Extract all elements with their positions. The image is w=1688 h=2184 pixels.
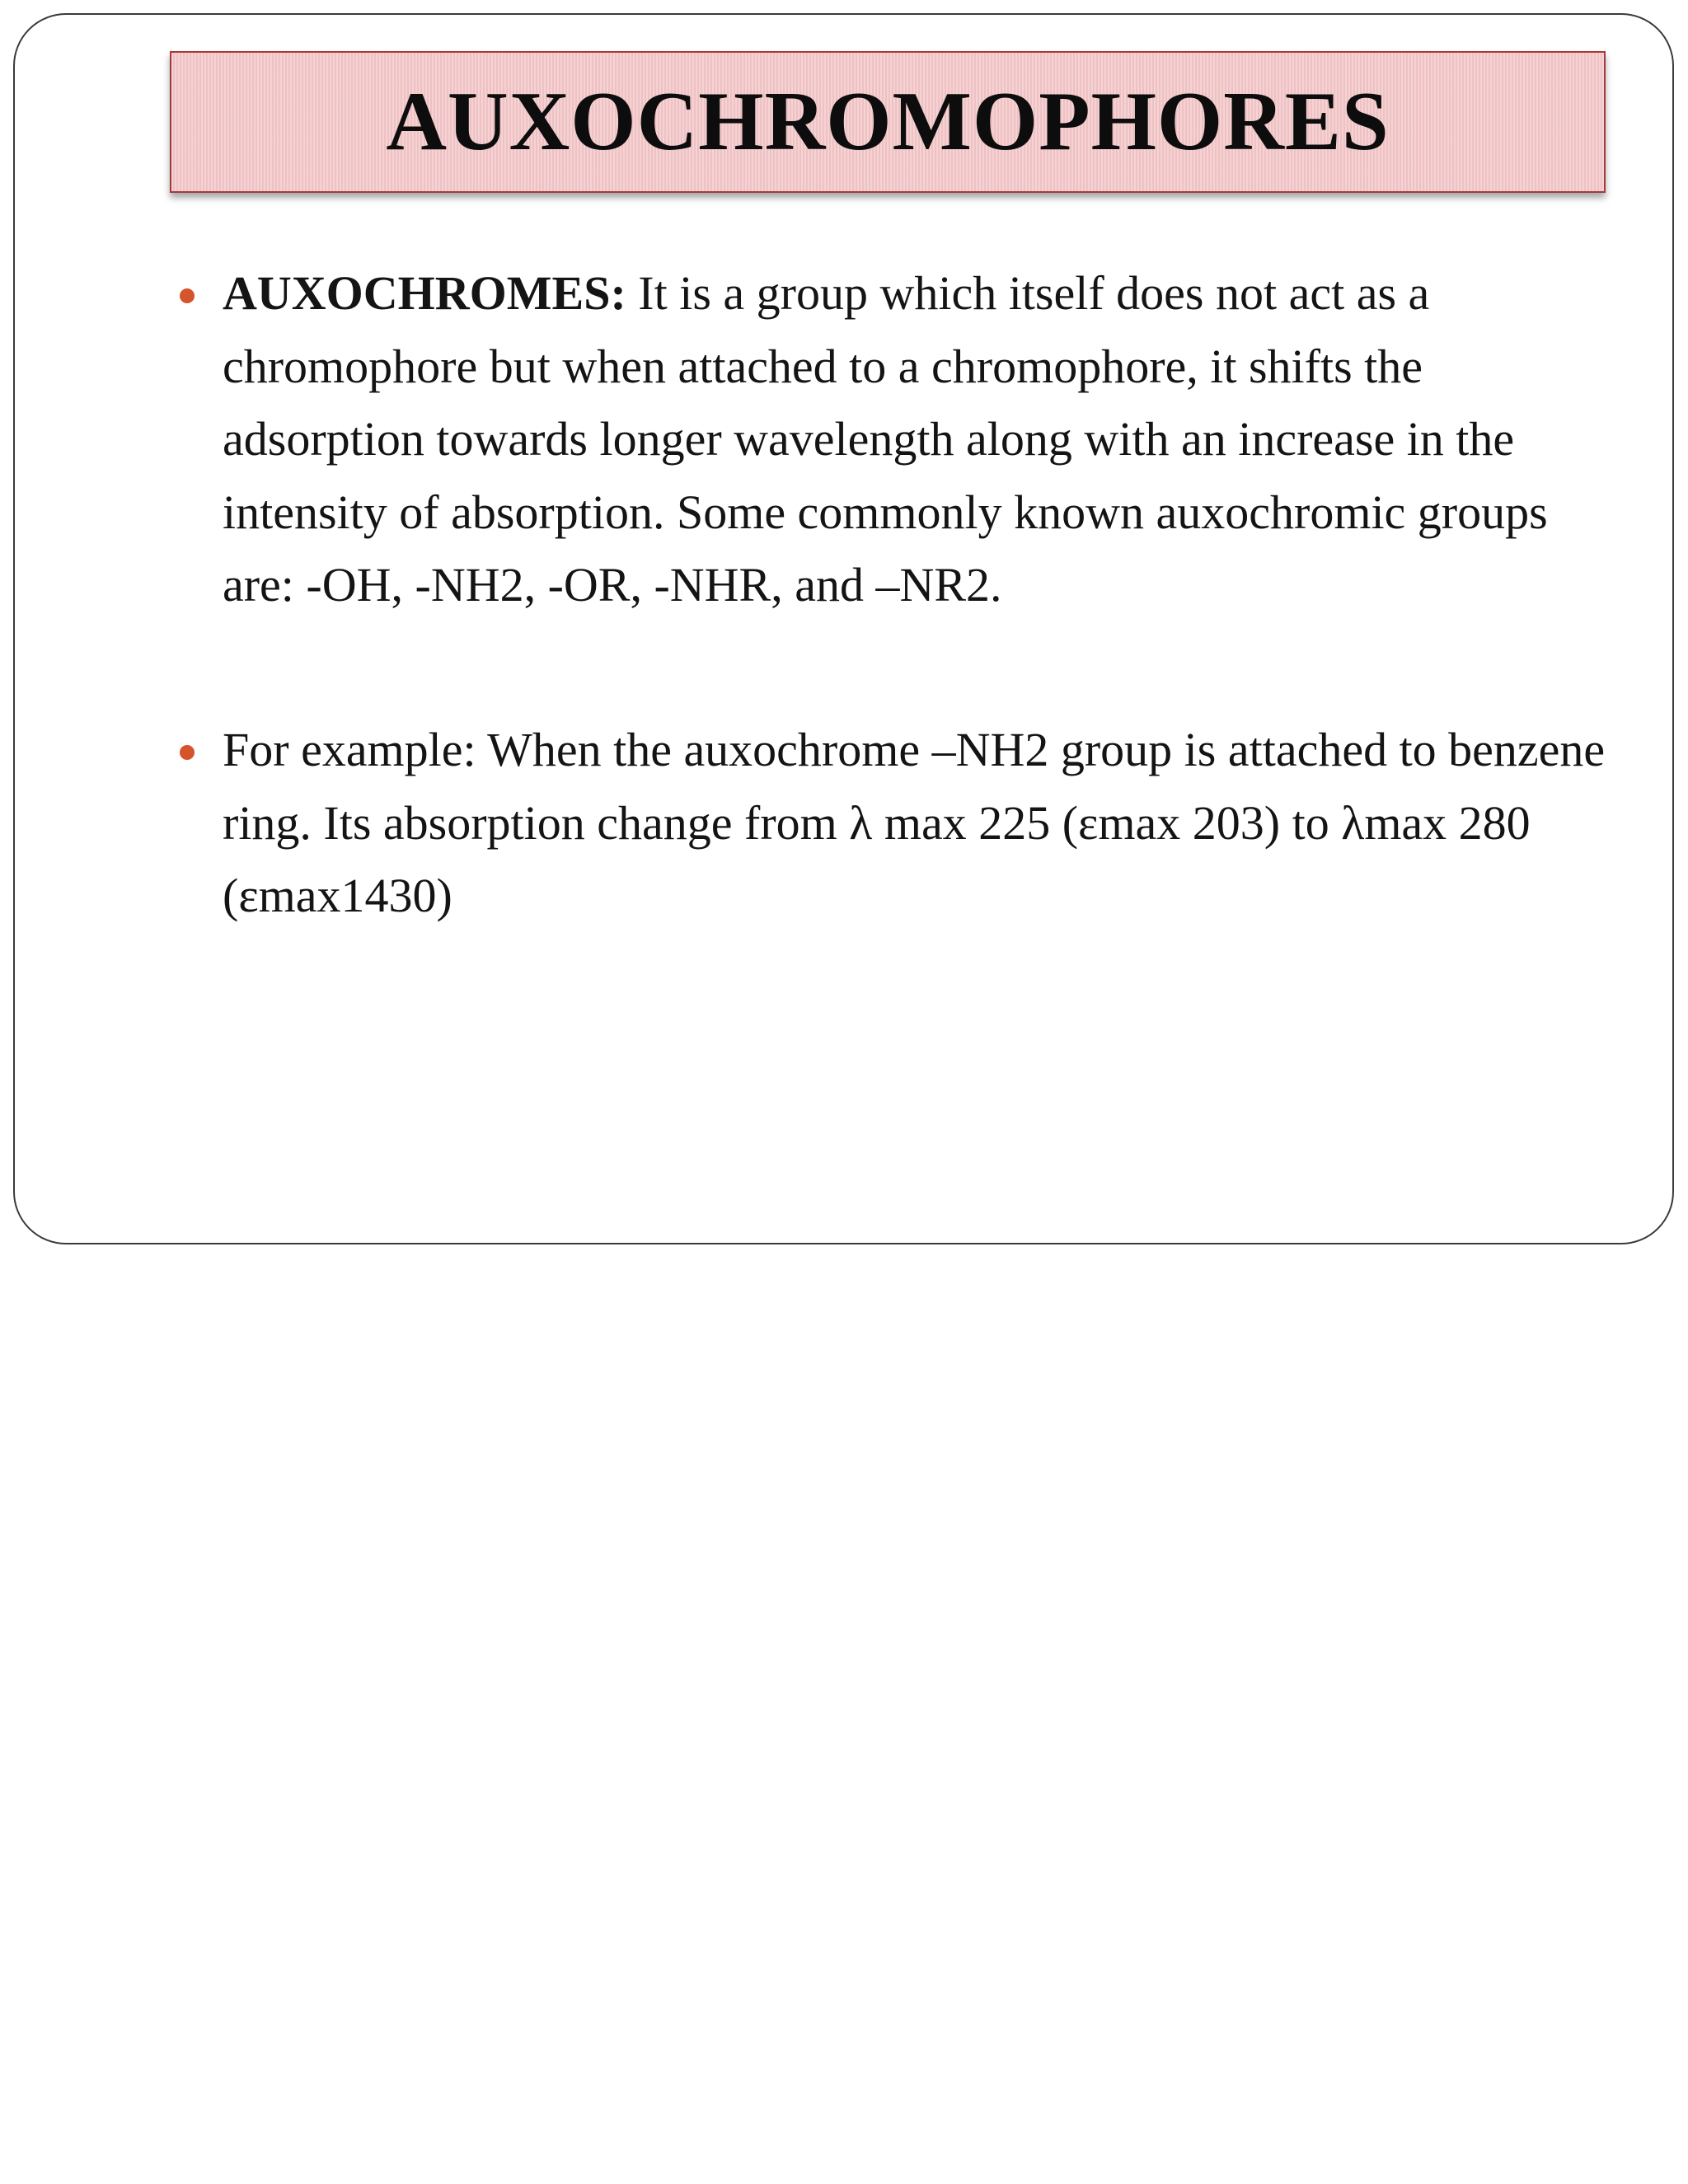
bullet-item-example	[223, 714, 1607, 933]
bullet-dot-icon	[180, 745, 195, 760]
bullet-item-auxochromes	[223, 257, 1607, 622]
bullet-dot-icon	[180, 288, 195, 303]
bullet-text: For example: When the auxochrome –NH2 group is attached to benzene ring. Its absorption change from λ max 225 (εmax 203) to λmax 280 (εmax1430)	[223, 723, 1606, 922]
bullet-lead: AUXOCHROMES:	[223, 266, 626, 320]
slide-title: AUXOCHROMOPHORES	[386, 75, 1390, 168]
bullet-text: It is a group which itself does not act as a chromophore but when attached to a chromophore, it shifts the adsorption towards longer wavelength along with an increase in the intensity of absorption. Some commonly known auxochromic groups are: -OH, -NH2, -OR, -NHR, and –NR2.	[223, 266, 1548, 612]
